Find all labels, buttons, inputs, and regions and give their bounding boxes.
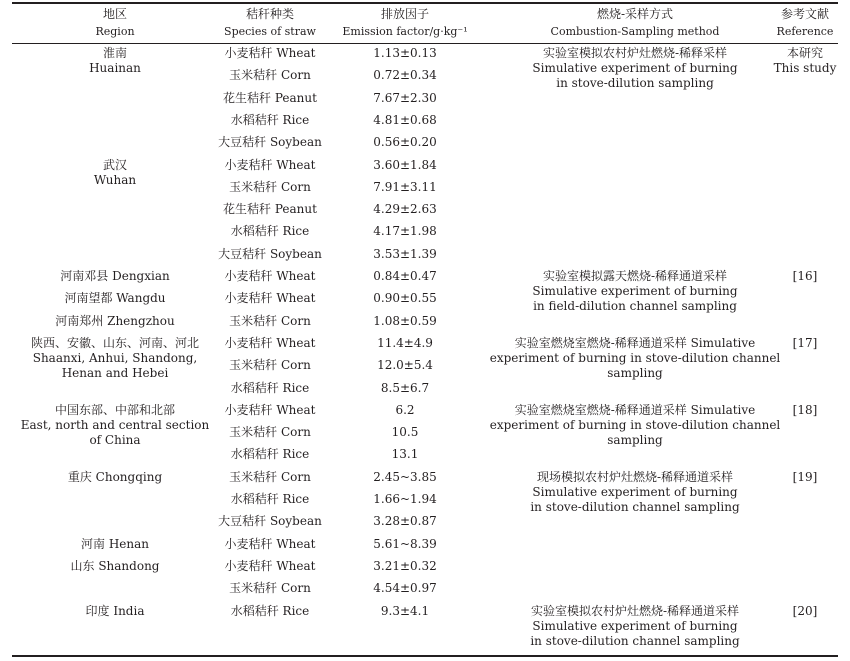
emission-factor-cell: 3.28±0.87 [373, 514, 437, 528]
reference-cell-line: 本研究 [786, 46, 823, 60]
header-species [210, 6, 330, 40]
region-cell [20, 336, 210, 381]
emission-factor-cell: 4.81±0.68 [373, 113, 437, 127]
method-cell-line: 实验室燃烧室燃烧-稀释通道采样 Simulative [514, 403, 756, 417]
species-cell: 大豆秸秆 Soybean [218, 514, 322, 528]
species-cell: 小麦秸秆 Wheat [224, 537, 316, 551]
species-cell: 小麦秸秆 Wheat [224, 269, 316, 283]
region-cell [20, 403, 210, 448]
table-top-rule [12, 2, 838, 4]
region-cell [20, 269, 210, 284]
method-cell [485, 269, 785, 314]
region-cell-line: 中国东部、中部和北部 [54, 403, 175, 417]
method-cell-line: Simulative experiment of burning [532, 619, 738, 633]
emission-factor-cell: 4.54±0.97 [373, 581, 437, 595]
species-cell: 玉米秸秆 Corn [229, 314, 311, 328]
species-cell: 小麦秸秆 Wheat [224, 559, 316, 573]
emission-factor-cell: 13.1 [391, 447, 419, 461]
method-cell [485, 336, 785, 381]
header-region [20, 6, 210, 40]
header-ef-en: Emission factor/g·kg⁻¹ [342, 25, 468, 38]
species-cell: 水稻秸秆 Rice [230, 604, 310, 618]
emission-factor-cell: 5.61~8.39 [373, 537, 437, 551]
reference-cell [770, 403, 840, 418]
region-cell [20, 470, 210, 485]
method-cell-line: 实验室模拟农村炉灶燃烧-稀释通道采样 [530, 604, 740, 618]
reference-cell-line: [18] [792, 403, 818, 417]
region-cell-line: 河南望都 Wangdu [64, 291, 166, 305]
region-cell-line: Wuhan [93, 173, 137, 187]
emission-factor-cell: 2.45~3.85 [373, 470, 437, 484]
emission-factor-cell: 12.0±5.4 [377, 358, 433, 372]
header-method [485, 6, 785, 40]
region-cell-line: 淮南 [102, 46, 127, 60]
reference-cell-line: [16] [792, 269, 818, 283]
species-cell: 玉米秸秆 Corn [229, 358, 311, 372]
region-cell [20, 537, 210, 552]
method-cell [485, 46, 785, 91]
method-cell-line: experiment of burning in stove-dilution channel [489, 418, 781, 432]
header-species-en: Species of straw [224, 25, 316, 38]
emission-factor-cell: 3.21±0.32 [373, 559, 437, 573]
header-reference [770, 6, 840, 40]
region-cell-line: 河南邓县 Dengxian [60, 269, 170, 283]
method-cell-line: Simulative experiment of burning [532, 61, 738, 75]
region-cell-line: 重庆 Chongqing [67, 470, 163, 484]
species-cell: 小麦秸秆 Wheat [224, 46, 316, 60]
species-cell: 小麦秸秆 Wheat [224, 336, 316, 350]
species-cell: 大豆秸秆 Soybean [218, 135, 322, 149]
method-cell-line: 现场模拟农村炉灶燃烧-稀释通道采样 [536, 470, 734, 484]
emission-factor-cell: 1.08±0.59 [373, 314, 437, 328]
reference-cell [770, 46, 840, 76]
method-cell-line: in field-dilution channel sampling [533, 299, 737, 313]
method-cell-line: Simulative experiment of burning [532, 485, 738, 499]
reference-cell-line: This study [773, 61, 837, 75]
header-region-en: Region [95, 25, 135, 38]
region-cell-line: 河南郑州 Zhengzhou [55, 314, 175, 328]
region-cell-line: Henan and Hebei [61, 366, 169, 380]
species-cell: 花生秸秆 Peanut [223, 202, 317, 216]
header-region-zh: 地区 [102, 7, 127, 21]
reference-cell [770, 604, 840, 619]
region-cell-line: Huainan [89, 61, 141, 75]
emission-factor-cell: 1.66~1.94 [373, 492, 437, 506]
method-cell-line: 实验室燃烧室燃烧-稀释通道采样 Simulative [514, 336, 756, 350]
reference-cell [770, 269, 840, 284]
species-cell: 玉米秸秆 Corn [229, 180, 311, 194]
region-cell-line: East, north and central section [20, 418, 210, 432]
emission-factor-cell: 11.4±4.9 [377, 336, 433, 350]
method-cell [485, 604, 785, 649]
region-cell-line: 武汉 [102, 158, 127, 172]
species-cell: 水稻秸秆 Rice [230, 492, 310, 506]
region-cell-line: 河南 Henan [81, 537, 149, 551]
method-cell-line: Simulative experiment of burning [532, 284, 738, 298]
region-cell [20, 158, 210, 188]
emission-factor-cell: 9.3±4.1 [380, 604, 430, 618]
species-cell: 小麦秸秆 Wheat [224, 291, 316, 305]
method-cell [485, 403, 785, 448]
emission-factor-cell: 6.2 [395, 403, 415, 417]
species-cell: 小麦秸秆 Wheat [224, 158, 316, 172]
species-cell: 小麦秸秆 Wheat [224, 403, 316, 417]
emission-factor-cell: 7.91±3.11 [373, 180, 437, 194]
emission-factor-cell: 0.84±0.47 [373, 269, 437, 283]
emission-factor-cell: 1.13±0.13 [373, 46, 437, 60]
emission-factor-cell: 3.60±1.84 [373, 158, 437, 172]
species-cell: 水稻秸秆 Rice [230, 113, 310, 127]
emission-factor-cell: 8.5±6.7 [380, 381, 430, 395]
method-cell-line: 实验室模拟露天燃烧-稀释通道采样 [542, 269, 728, 283]
emission-factor-cell: 0.56±0.20 [373, 135, 437, 149]
region-cell-line: of China [89, 433, 141, 447]
species-cell: 大豆秸秆 Soybean [218, 247, 322, 261]
emission-factor-cell: 0.72±0.34 [373, 68, 437, 82]
species-cell: 玉米秸秆 Corn [229, 68, 311, 82]
region-cell-line: 山东 Shandong [70, 559, 160, 573]
species-cell: 玉米秸秆 Corn [229, 470, 311, 484]
emission-factor-cell: 4.29±2.63 [373, 202, 437, 216]
emission-factor-cell: 0.90±0.55 [373, 291, 437, 305]
reference-cell-line: [17] [792, 336, 818, 350]
method-cell-line: in stove-dilution sampling [556, 76, 714, 90]
header-ref-zh: 参考文献 [780, 7, 829, 21]
method-cell-line: sampling [607, 366, 663, 380]
region-cell [20, 314, 210, 329]
emission-factor-cell: 10.5 [391, 425, 419, 439]
table-header-rule [12, 43, 838, 44]
table-bottom-rule [12, 655, 838, 657]
region-cell [20, 46, 210, 76]
region-cell [20, 291, 210, 306]
header-ef-zh: 排放因子 [380, 7, 429, 21]
method-cell-line: in stove-dilution channel sampling [530, 500, 740, 514]
method-cell-line: sampling [607, 433, 663, 447]
species-cell: 水稻秸秆 Rice [230, 224, 310, 238]
reference-cell [770, 470, 840, 485]
region-cell-line: Shaanxi, Anhui, Shandong, [32, 351, 198, 365]
region-cell-line: 印度 India [85, 604, 145, 618]
method-cell-line: 实验室模拟农村炉灶燃烧-稀释采样 [542, 46, 728, 60]
emission-factor-cell: 7.67±2.30 [373, 91, 437, 105]
reference-cell-line: [19] [792, 470, 818, 484]
header-ref-en: Reference [776, 25, 834, 38]
reference-cell-line: [20] [792, 604, 818, 618]
region-cell [20, 604, 210, 619]
species-cell: 玉米秸秆 Corn [229, 581, 311, 595]
method-cell-line: experiment of burning in stove-dilution channel [489, 351, 781, 365]
emission-factor-cell: 3.53±1.39 [373, 247, 437, 261]
species-cell: 水稻秸秆 Rice [230, 447, 310, 461]
species-cell: 水稻秸秆 Rice [230, 381, 310, 395]
header-method-en: Combustion-Sampling method [550, 25, 720, 38]
species-cell: 花生秸秆 Peanut [223, 91, 317, 105]
emission-factor-cell: 4.17±1.98 [373, 224, 437, 238]
header-method-zh: 燃烧-采样方式 [596, 7, 674, 21]
header-species-zh: 秸秆种类 [245, 7, 294, 21]
region-cell [20, 559, 210, 574]
region-cell-line: 陕西、安徽、山东、河南、河北 [30, 336, 199, 350]
method-cell-line: in stove-dilution channel sampling [530, 634, 740, 648]
method-cell [485, 470, 785, 515]
reference-cell [770, 336, 840, 351]
species-cell: 玉米秸秆 Corn [229, 425, 311, 439]
header-emission-factor [340, 6, 470, 40]
